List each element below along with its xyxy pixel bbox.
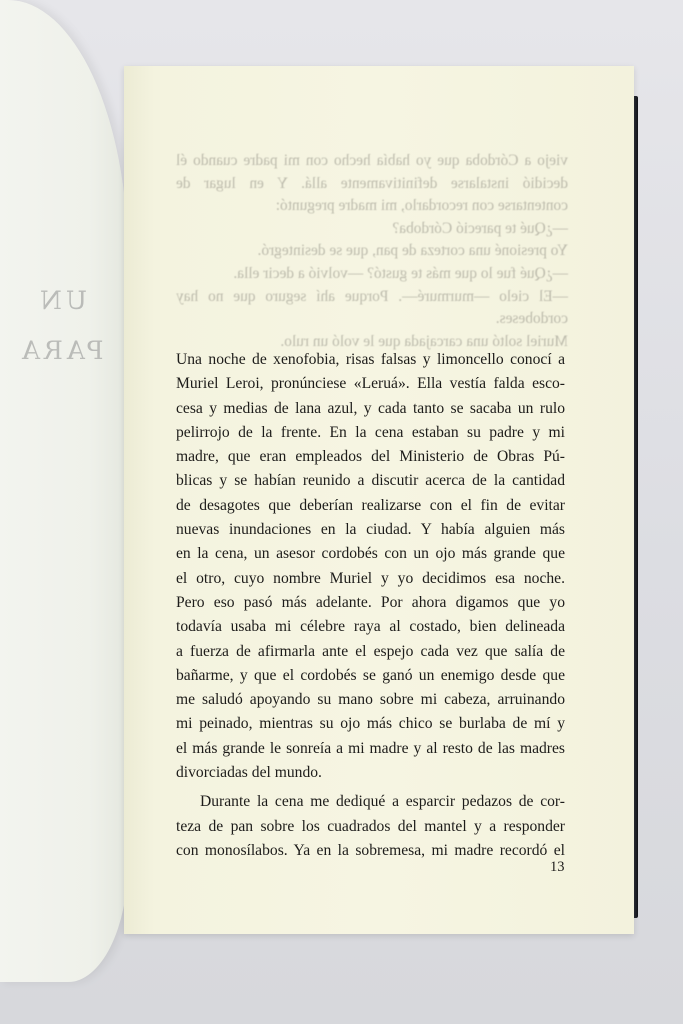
page-body-text <box>176 348 565 863</box>
text-line: con monosílabos. Ya en la sobremesa, mi madre recordó el <box>176 841 565 859</box>
text-line: teza de pan sobre los cuadrados del mantel y a responder <box>176 817 565 835</box>
text-line: pelirrojo de la frente. En la cena estaban su padre y mi <box>176 423 565 441</box>
paragraph-2 <box>176 790 565 863</box>
text-line: Durante la cena me dediqué a esparcir pedazos de cor- <box>200 793 565 811</box>
text-line: Pero eso pasó más adelante. Por ahora digamos que yo <box>176 593 565 611</box>
paragraph-1 <box>176 348 565 785</box>
text-line: bañarme, y que el cordobés se ganó un enemigo desde que <box>176 666 565 684</box>
book-page-right <box>124 66 634 934</box>
ghost-chapter-title-line1: UN <box>36 286 87 315</box>
text-line: todavía usaba mi célebre raya al costado, bien delineada <box>176 618 565 636</box>
text-line: me saludó apoyando su mano sobre mi cabeza, arruinando <box>176 691 565 709</box>
text-line: el más grande le sonreía a mi madre y al resto de las madres <box>176 739 565 757</box>
ghost-chapter-title-line2: PARA <box>18 336 104 365</box>
text-line: Una noche de xenofobia, risas falsas y limoncello conocí a <box>176 351 565 368</box>
text-line: en la cena, un asesor cordobés con un ojo más grande que <box>176 545 565 563</box>
text-line: cesa y medias de lana azul, y cada tanto se sacaba un rulo <box>176 399 565 417</box>
text-line: nuevas inundaciones en la ciudad. Y había alguien más <box>176 521 565 539</box>
text-line: Muriel Leroi, pronúnciese «Leruá». Ella vestía falda esco- <box>176 375 565 393</box>
text-line: el otro, cuyo nombre Muriel y yo decidimos esa noche. <box>176 569 565 587</box>
text-line: madre, que eran empleados del Ministerio de Obras Pú- <box>176 448 565 466</box>
facing-page-left <box>0 0 128 982</box>
page-number: 13 <box>550 859 565 875</box>
text-line: de desagotes que deberían realizarse con el fin de evitar <box>176 496 565 514</box>
text-line: a fuerza de afirmarla ante el espejo cada vez que salía de <box>176 642 565 660</box>
text-line: divorciadas del mundo. <box>176 764 322 782</box>
bleed-through-text: viejo a Córdoba que yo había hecho con mi padre cuando él decidió instalarse definitivamente allá. Y en lugar de contentarse con recordarlo, mi madre preguntó: —¿Qué te pareció Córdoba? Yo presioné una corteza de pan, que se desintegró. —¿Qué fue lo que más te gustó? —volvió a decir ella. —El cielo —murmuré—. Porque ahí seguro que no hay cordobeses. Muriel soltó una carcajada que le voló un rulo. <box>176 152 568 350</box>
text-line: blicas y se habían reunido a discutir acerca de la cantidad <box>176 472 565 490</box>
text-line: mi peinado, mientras su ojo más chico se burlaba de mí y <box>176 715 565 733</box>
